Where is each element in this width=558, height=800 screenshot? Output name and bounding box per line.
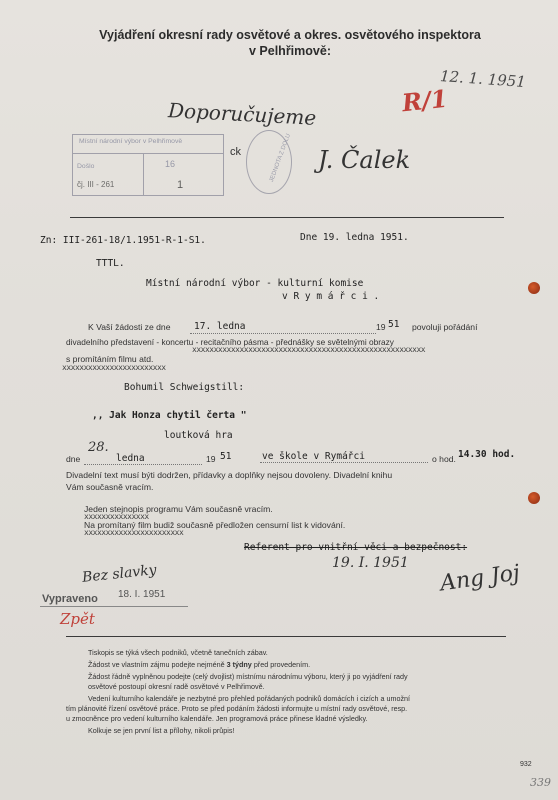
footer-line-2b: 3 týdny xyxy=(226,660,252,669)
footer-line-4: osvětové postoupí okresní radě osvětové v Pelhřimově. xyxy=(88,682,265,691)
footer-line-2 xyxy=(88,660,310,669)
footer-divider xyxy=(66,636,506,637)
stamp-mark: ck xyxy=(230,146,241,158)
form-title-line2: v Pelhřimově: xyxy=(249,44,331,58)
punch-hole-top xyxy=(528,282,540,294)
red-pencil-mark: R/1 xyxy=(400,83,449,118)
handwritten-recommendation: Doporučujeme xyxy=(167,98,317,130)
work-title: ,, Jak Honza chytil čerta " xyxy=(92,410,247,421)
event-year: 51 xyxy=(220,451,232,462)
salutation: TTTL. xyxy=(96,258,125,269)
page-number: 932 xyxy=(520,761,532,768)
footer-line-1: Tiskopis se týká všech podniků, včetně tanečních zábav. xyxy=(88,648,268,657)
signature-bottom: Ang Joj xyxy=(438,560,522,597)
p1-year-prefix: 19 xyxy=(376,322,386,332)
stamp-received-label: Došlo xyxy=(77,163,95,170)
round-stamp xyxy=(246,130,292,194)
round-stamp-text: JEDNOTA Z DOLU xyxy=(268,133,292,183)
stamp-day: 16 xyxy=(165,159,176,169)
recipient: Místní národní výbor - kulturní komise xyxy=(146,278,364,289)
text-return: Vám současně vracím. xyxy=(66,482,154,492)
recipient-place: v R y m á ř c i . xyxy=(282,291,380,302)
p3-text: s promítáním filmu atd. xyxy=(66,354,154,364)
p1-text-a: K Vaší žádosti ze dne xyxy=(88,322,171,332)
footer-line-6: tím plánovité řízení osvětové práce. Proto se před podáním žádosti informujte u místní rady osvětové, resp. xyxy=(66,704,408,713)
letter-date: Dne 19. ledna 1951. xyxy=(300,232,409,243)
footer-line-3: Žádost řádně vyplněnou podejte (celý dvojlist) místnímu národnímu výboru, který ji po vyjádření rady xyxy=(88,672,408,681)
stamp-reference: čj. III - 261 xyxy=(77,180,115,189)
dispatch-note: Bez slavky xyxy=(81,562,158,586)
request-date: 17. ledna xyxy=(194,321,246,332)
red-pencil-note: Zpět xyxy=(60,610,95,628)
footer-line-7: u zmocněnce pro vedení kulturního kalendáře. Jen programová práce přinese kladné výsledky. xyxy=(66,714,368,723)
handwritten-date-top: 12. 1. 1951 xyxy=(439,67,527,91)
form-title-line1: Vyjádření okresní rady osvětové a okres. osvětového inspektora xyxy=(99,28,481,42)
copy-note-2: Na promítaný film budiž současně předložen censurní list k vidování. xyxy=(84,520,346,530)
event-month: ledna xyxy=(116,453,145,464)
p2-text: divadelního představení - koncertu - recitačního pásma - přednášky se světelnými obrazy xyxy=(66,337,394,347)
header-divider xyxy=(70,217,504,218)
footer-line-5: Vedení kulturního kalendáře je nezbytné pro přehled pořádaných podniků domácích i cizích a umožní xyxy=(88,694,411,703)
text-condition: Divadelní text musí býti dodržen, přídavky a doplňky nejsou dovoleny. Divadelní knihu xyxy=(66,470,393,480)
reference-number: Zn: III-261-18/1.1951-R-1-S1. xyxy=(40,235,206,246)
dne-label: dne xyxy=(66,454,81,464)
p1-year: 51 xyxy=(388,319,400,330)
stamp-office: Místní národní výbor v Pelhřimově xyxy=(79,138,183,145)
footer-line-2a: Žádost ve vlastním zájmu podejte nejméně xyxy=(88,660,225,669)
p3-strikeout: xxxxxxxxxxxxxxxxxxxxxxxx xyxy=(62,363,166,372)
p1-text-b: povoluji pořádání xyxy=(412,322,478,332)
punch-hole-bottom xyxy=(528,492,540,504)
archive-number: 339 xyxy=(530,776,551,789)
footer-line-2c: před provedením. xyxy=(253,660,311,669)
footer-line-8: Kolkuje se jen první list a přílohy, nikoli průpis! xyxy=(88,726,235,735)
registry-stamp xyxy=(72,134,224,196)
signature-top: J. Čalek xyxy=(318,146,411,174)
author-name: Bohumil Schweigstill: xyxy=(124,382,245,393)
dispatched-date: 18. I. 1951 xyxy=(118,589,166,600)
referent-title: Referent pro vnitřní věci a bezpečnost: xyxy=(244,542,468,553)
event-venue: ve škole v Rymářci xyxy=(262,451,365,462)
hod-label: o hod. xyxy=(432,454,456,464)
referent-date: 19. I. 1951 xyxy=(332,555,409,571)
copy-note-1: Jeden stejnopis programu Vám současně vracím. xyxy=(84,504,273,514)
dispatched-label: Vypraveno xyxy=(42,593,98,605)
copy-note-2-strikeout: xxxxxxxxxxxxxxxxxxxxxxx xyxy=(84,528,184,537)
stamp-count: 1 xyxy=(177,179,184,191)
p2-strikeout: xxxxxxxxxxxxxxxxxxxxxxxxxxxxxxxxxxxxxxxxxxxxxxxxxxxxxx xyxy=(192,345,426,354)
copy-note-1-strikeout: xxxxxxxxxxxxxxx xyxy=(84,512,149,521)
event-time: 14.30 hod. xyxy=(458,449,516,460)
event-day: 28. xyxy=(88,440,109,455)
work-genre: loutková hra xyxy=(164,430,233,441)
event-year-prefix: 19 xyxy=(206,454,216,464)
